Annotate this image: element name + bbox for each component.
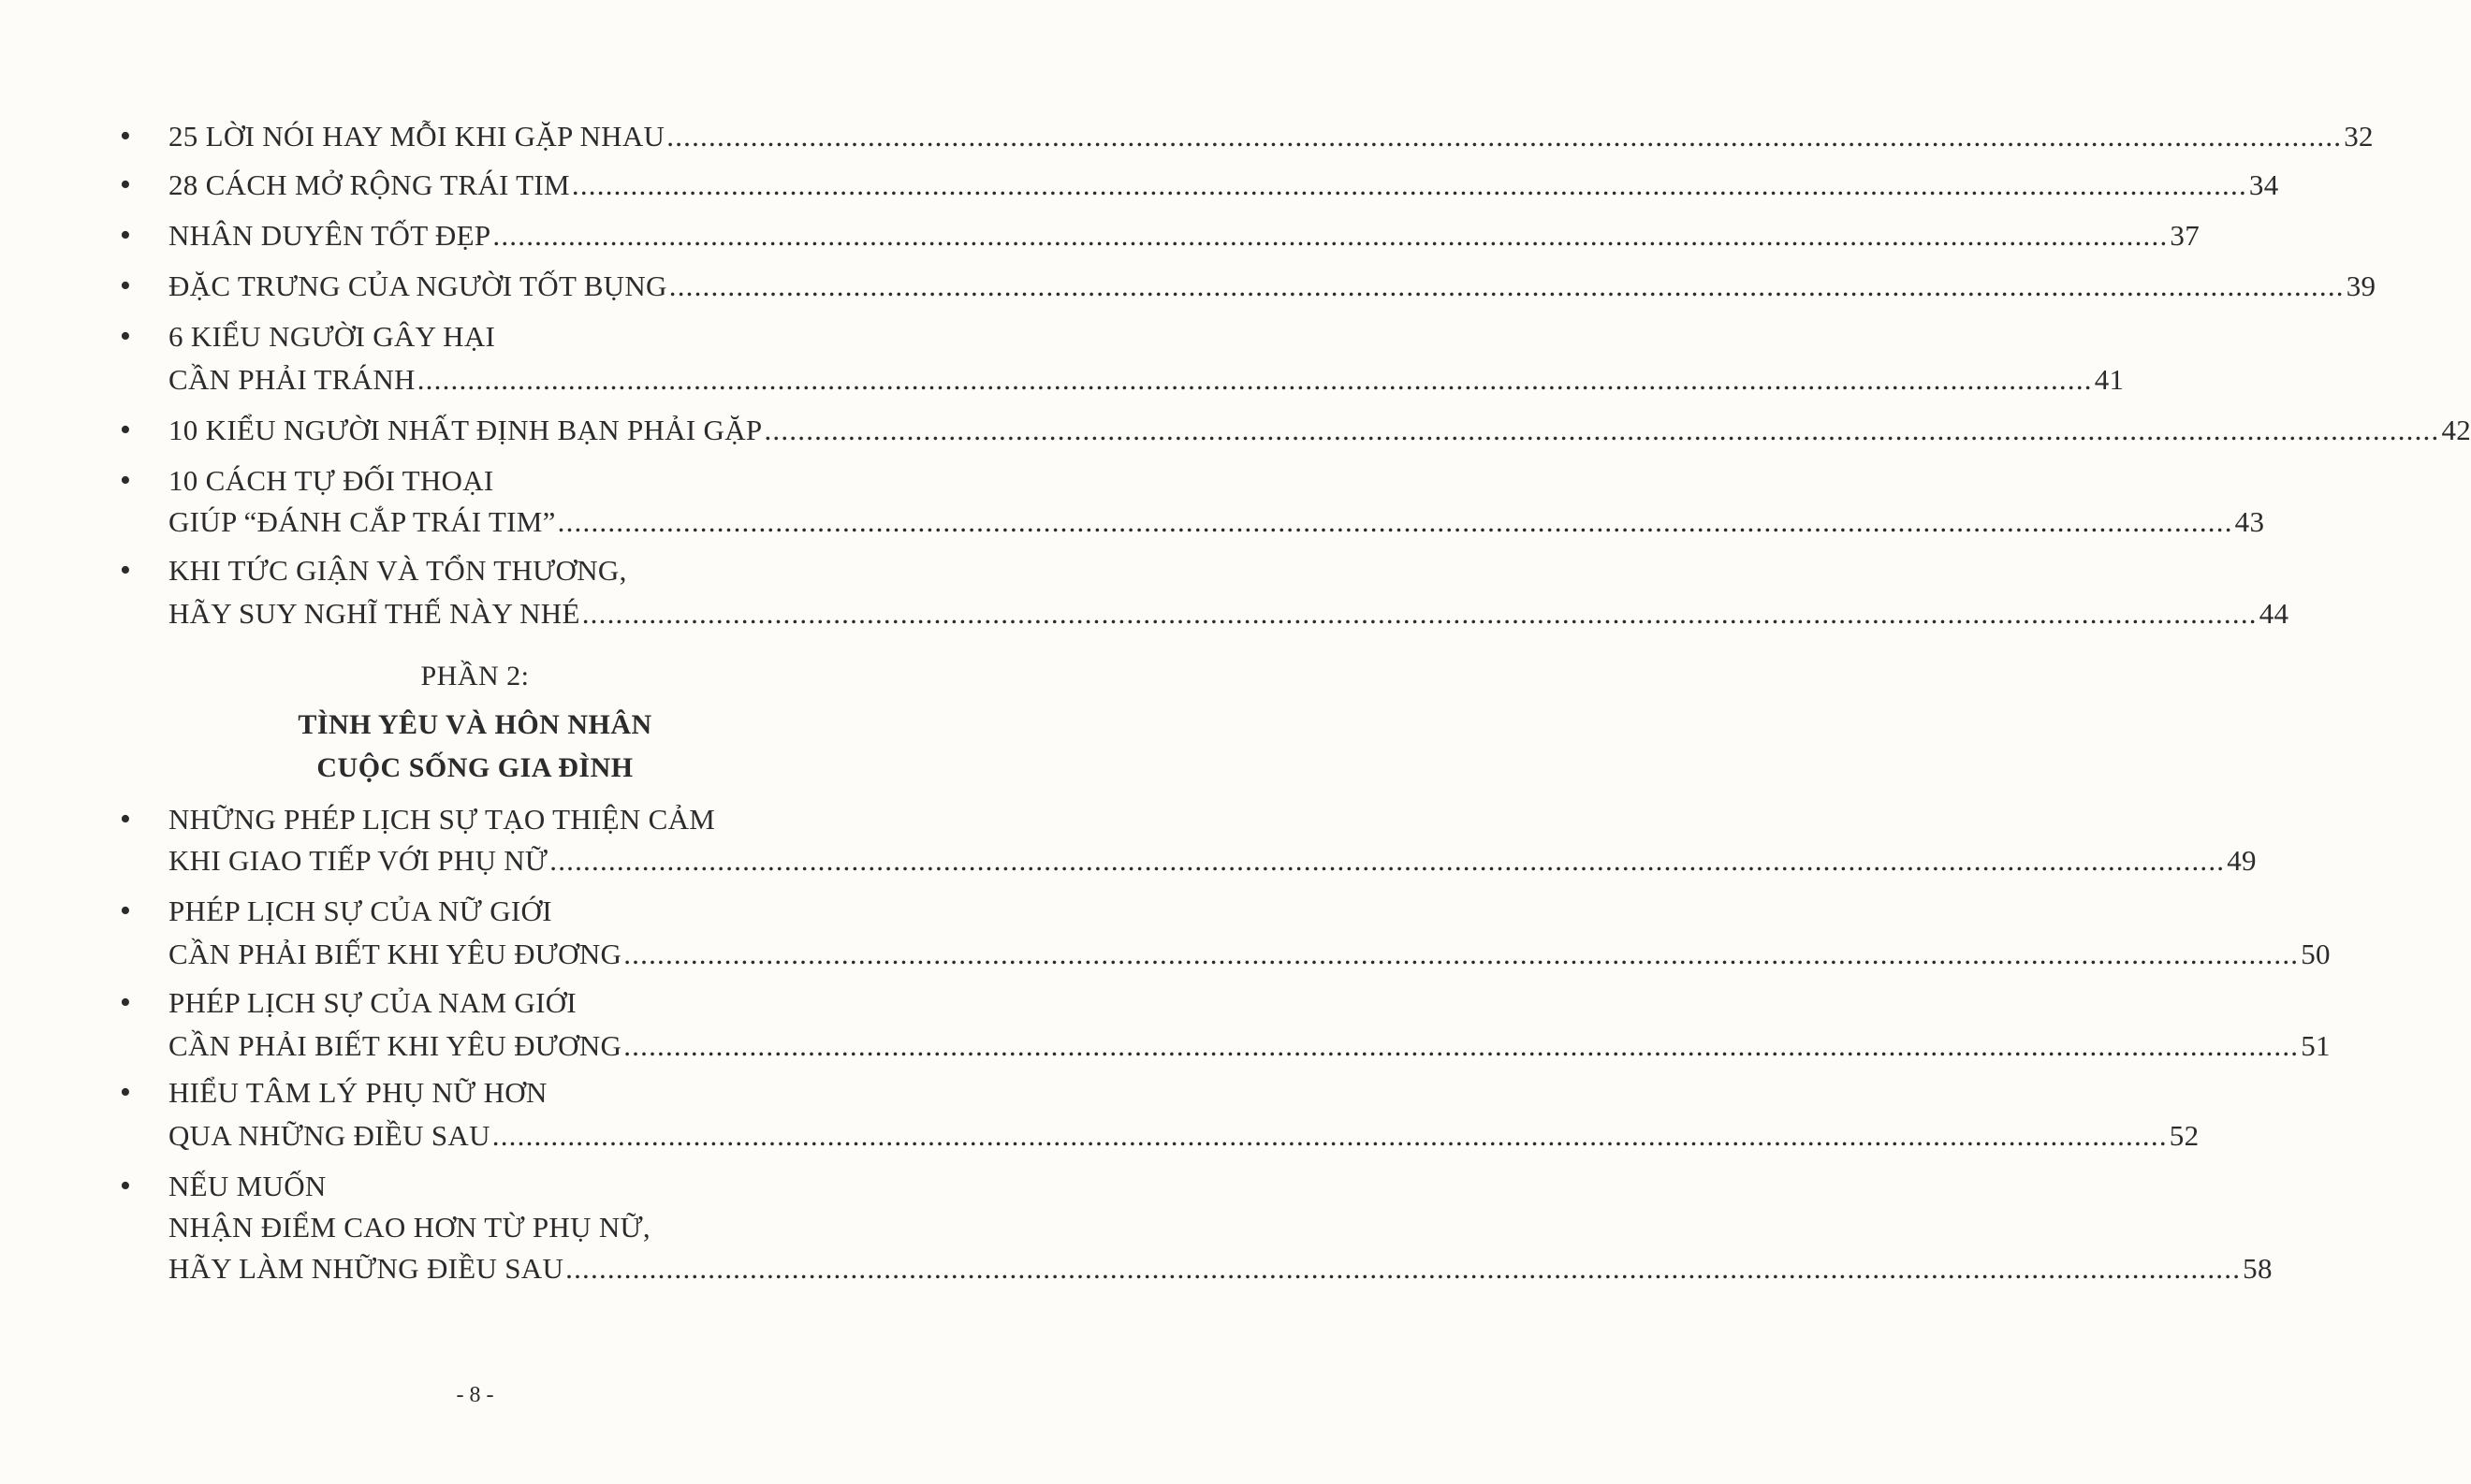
- bullet-icon: •: [120, 119, 132, 153]
- toc-page-number: 41: [2094, 363, 2125, 396]
- toc-entry-title: NẾU MUỐN: [168, 1170, 327, 1202]
- toc-entry-title: QUA NHỮNG ĐIỀU SAU: [168, 1119, 490, 1152]
- toc-entry-title: 25 LỜI NÓI HAY MỖI KHI GẶP NHAU: [168, 120, 665, 153]
- bullet-icon: •: [120, 167, 132, 202]
- toc-entry-title: NHỮNG PHÉP LỊCH SỰ TẠO THIỆN CẢM: [168, 803, 716, 836]
- toc-line: [168, 1207, 833, 1248]
- toc-line: [168, 934, 2331, 975]
- bullet-icon: •: [120, 553, 132, 588]
- bullet-icon: •: [120, 413, 132, 447]
- section-title-line-1: TÌNH YÊU VÀ HÔN NHÂN: [298, 709, 652, 740]
- toc-line: [168, 165, 2279, 206]
- toc-page-number: 50: [2301, 938, 2331, 970]
- section-title-line-2: CUỘC SỐNG GIA ĐÌNH: [316, 752, 634, 783]
- toc-page-number: 34: [2248, 168, 2279, 201]
- toc-line: [168, 266, 2376, 307]
- toc-page-number: 32: [2344, 120, 2374, 153]
- toc-entry-title: CẦN PHẢI TRÁNH: [168, 363, 416, 396]
- toc-entry-title: 10 CÁCH TỰ ĐỐI THOẠI: [168, 464, 494, 497]
- leader-dots: ........................................................................................................................................................................................................: [571, 168, 2247, 201]
- bullet-icon: •: [120, 269, 132, 303]
- toc-entry-title: KHI TỨC GIẬN VÀ TỔN THƯƠNG,: [168, 554, 627, 587]
- toc-entry-title: CẦN PHẢI BIẾT KHI YÊU ĐƯƠNG: [168, 1029, 622, 1062]
- toc-line: [168, 1166, 833, 1207]
- toc-entry-title: GIÚP “ĐÁNH CẮP TRÁI TIM”: [168, 505, 556, 538]
- toc-entry-title: 6 KIỂU NGƯỜI GÂY HẠI: [168, 320, 496, 353]
- leader-dots: ........................................................................................................................................................................................................: [623, 1029, 2300, 1062]
- toc-line: [168, 460, 833, 502]
- leader-dots: ........................................................................................................................................................................................................: [557, 505, 2233, 538]
- leader-dots: ........................................................................................................................................................................................................: [491, 1119, 2168, 1152]
- toc-line: [168, 799, 833, 840]
- toc-line: [168, 840, 2257, 881]
- bullet-icon: •: [120, 463, 132, 498]
- leader-dots: ........................................................................................................................................................................................................: [492, 219, 2169, 252]
- toc-entry-title: HÃY SUY NGHĨ THẾ NÀY NHÉ: [168, 597, 580, 630]
- toc-entry-title: PHÉP LỊCH SỰ CỦA NAM GIỚI: [168, 986, 578, 1019]
- toc-line: [168, 316, 833, 357]
- toc-entry-title: ĐẶC TRƯNG CỦA NGƯỜI TỐT BỤNG: [168, 269, 667, 302]
- leader-dots: ........................................................................................................................................................................................................: [666, 120, 2343, 153]
- toc-entry-title: CẦN PHẢI BIẾT KHI YÊU ĐƯƠNG: [168, 938, 622, 970]
- toc-line: [168, 891, 833, 932]
- leader-dots: ........................................................................................................................................................................................................: [668, 269, 2345, 302]
- toc-entry-title: HIỂU TÂM LÝ PHỤ NỮ HƠN: [168, 1076, 548, 1109]
- toc-line: [168, 502, 2265, 543]
- toc-entry-title: HÃY LÀM NHỮNG ĐIỀU SAU: [168, 1252, 564, 1285]
- toc-page-number: 51: [2301, 1029, 2331, 1062]
- toc-page-number: 39: [2346, 269, 2376, 302]
- toc-page-number: 43: [2234, 505, 2265, 538]
- bullet-icon: •: [120, 802, 132, 837]
- toc-line: [168, 1248, 2273, 1289]
- toc-entry-title: PHÉP LỊCH SỰ CỦA NỮ GIỚI: [168, 895, 552, 927]
- toc-line: [168, 593, 2289, 634]
- leader-dots: ........................................................................................................................................................................................................: [581, 597, 2258, 630]
- bullet-icon: •: [120, 894, 132, 928]
- toc-line: [168, 1072, 833, 1113]
- bullet-icon: •: [120, 985, 132, 1020]
- toc-line: [168, 215, 2200, 256]
- toc-line: [168, 982, 833, 1024]
- leader-dots: ........................................................................................................................................................................................................: [565, 1252, 2242, 1285]
- toc-entry-title: NHÂN DUYÊN TỐT ĐẸP: [168, 219, 491, 252]
- toc-line: [168, 1026, 2331, 1067]
- toc-page-number: 42: [2441, 414, 2471, 446]
- toc-page-number: 49: [2227, 844, 2257, 877]
- toc-line: [168, 359, 2125, 400]
- bullet-icon: •: [120, 319, 132, 354]
- toc-page-number: 44: [2259, 597, 2289, 630]
- toc-entry-title: NHẬN ĐIỂM CAO HƠN TỪ PHỤ NỮ,: [168, 1211, 651, 1244]
- page-number-footer: - 8 -: [456, 1383, 494, 1407]
- bullet-icon: •: [120, 1075, 132, 1110]
- bullet-icon: •: [120, 218, 132, 253]
- leader-dots: ........................................................................................................................................................................................................: [549, 844, 2226, 877]
- toc-line: [168, 550, 833, 591]
- toc-page-number: 37: [2170, 219, 2200, 252]
- section-label: PHẦN 2:: [420, 661, 530, 691]
- leader-dots: ........................................................................................................................................................................................................: [417, 363, 2093, 396]
- toc-line: [168, 1115, 2200, 1157]
- leader-dots: ........................................................................................................................................................................................................: [623, 938, 2300, 970]
- toc-entry-title: 10 KIỂU NGƯỜI NHẤT ĐỊNH BẠN PHẢI GẶP: [168, 414, 763, 446]
- toc-page-number: 52: [2169, 1119, 2200, 1152]
- toc-line: [168, 116, 2374, 157]
- toc-line: [168, 410, 2471, 451]
- bullet-icon: •: [120, 1169, 132, 1203]
- toc-page-number: 58: [2243, 1252, 2273, 1285]
- toc-entry-title: KHI GIAO TIẾP VỚI PHỤ NỮ: [168, 844, 548, 877]
- toc-entry-title: 28 CÁCH MỞ RỘNG TRÁI TIM: [168, 168, 570, 201]
- leader-dots: ........................................................................................................................................................................................................: [764, 414, 2440, 446]
